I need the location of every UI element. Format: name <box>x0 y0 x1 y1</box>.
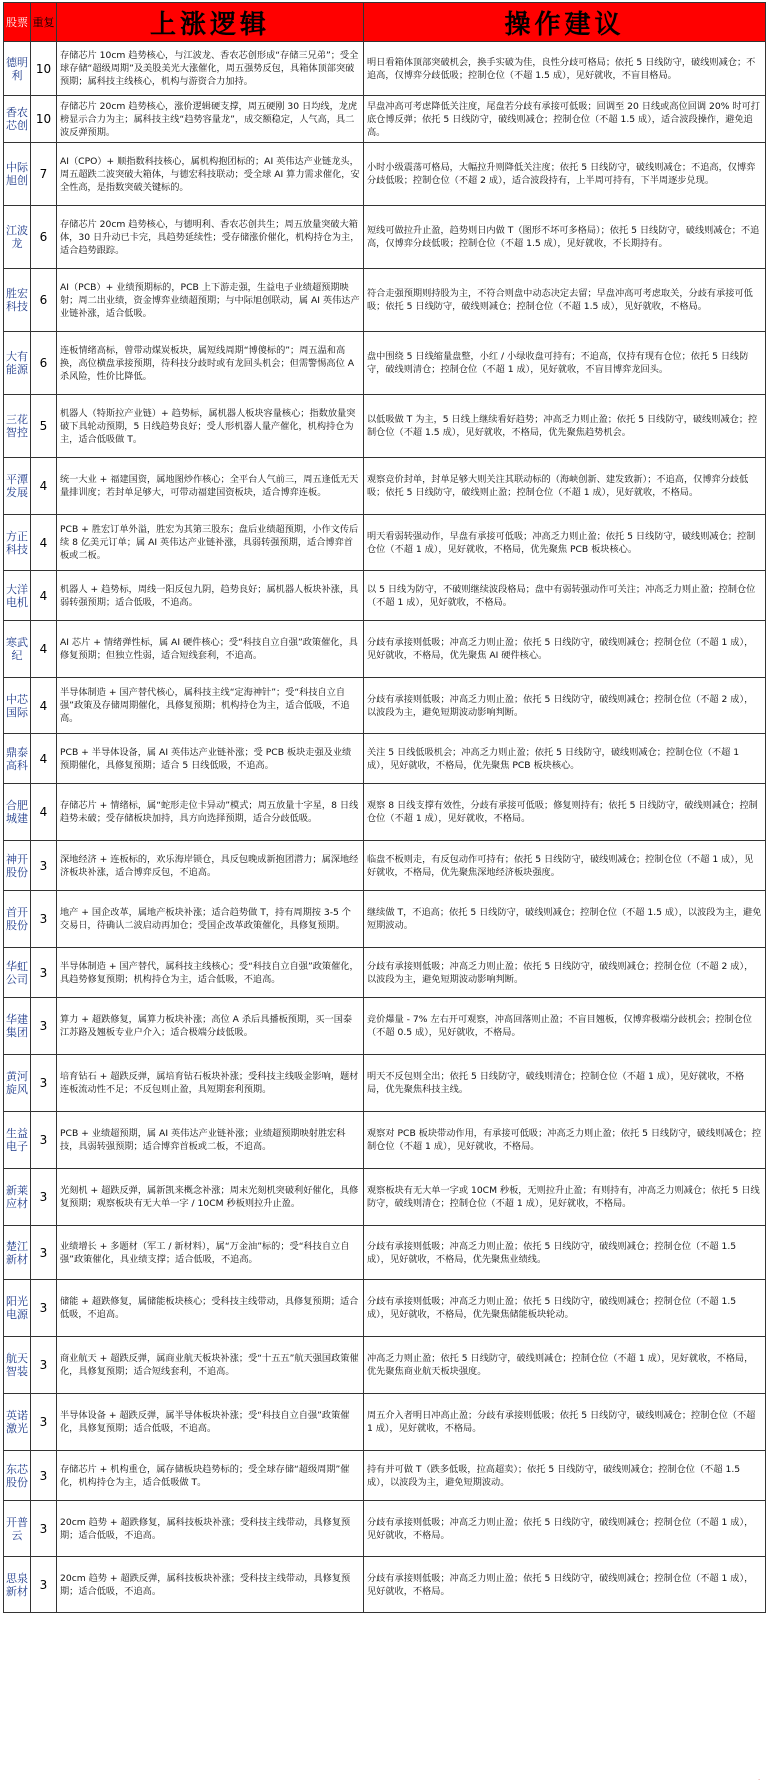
repeat-count: 3 <box>31 1112 57 1169</box>
operation-advice: 分歧有承接则低吸；冲高乏力则止盈；依托 5 日线防守，破线则减仓；控制仓位（不超 1 成），见好就收，不格局。 <box>364 1557 766 1613</box>
repeat-count: 7 <box>31 143 57 206</box>
operation-advice: 短线可做拉升止盈，趋势则日内做 T（图形不坏可多格局）；依托 5 日线防守，破线则减仓；不追高，仅博弈分歧低吸；控制仓位（不超 1.5 成），见好就收，不长期持有。 <box>364 206 766 269</box>
table-row <box>4 1394 766 1451</box>
stock-name: 神开股份 <box>4 841 31 891</box>
table-row <box>4 1169 766 1226</box>
stock-name: 英诺激光 <box>4 1394 31 1451</box>
table-header-row <box>4 3 766 42</box>
repeat-count: 3 <box>31 948 57 998</box>
repeat-count: 3 <box>31 1337 57 1394</box>
repeat-count: 4 <box>31 621 57 678</box>
stock-name: 德明利 <box>4 42 31 96</box>
table-row <box>4 1337 766 1394</box>
rise-logic: 20cm 趋势 + 超跌修复，属科技板块补涨；受科技主线带动，具修复预期；适合低吸，不追高。 <box>57 1501 364 1557</box>
table-row <box>4 678 766 734</box>
repeat-count: 5 <box>31 395 57 458</box>
repeat-count: 3 <box>31 1280 57 1337</box>
rise-logic: 半导体制造 + 国产替代核心，属科技主线“定海神针”；受“科技自立自强”政策及存储周期催化，具修复预期；机构持仓为主，适合低吸，不追高。 <box>57 678 364 734</box>
rise-logic: 业绩增长 + 多题材（军工 / 新材料），属“万金油”标的；受“科技自立自强”政策催化，具业绩支撑；适合低吸，不追高。 <box>57 1226 364 1280</box>
table-row <box>4 571 766 621</box>
rise-logic: 深地经济 + 连板标的，欢乐海岸锁仓，具反包晚成新抱团潜力；属深地经济板块补涨，适合博弈反包，不追高。 <box>57 841 364 891</box>
repeat-count: 6 <box>31 332 57 395</box>
rise-logic: 光刻机 + 超跌反弹，属新凯来概念补涨；周末光刻机突破利好催化，具修复预期；观察板块有无大单一字 / 10CM 秒板则拉升止盈。 <box>57 1169 364 1226</box>
rise-logic: PCB + 业绩超预期，属 AI 英伟达产业链补涨；业绩超预期映射胜宏科技，具弱转强预期；适合博弈首板或二板，不追高。 <box>57 1112 364 1169</box>
repeat-count: 4 <box>31 678 57 734</box>
header-repeat: 重复 <box>31 3 57 42</box>
repeat-count: 3 <box>31 1169 57 1226</box>
table-row <box>4 395 766 458</box>
operation-advice: 观察板块有无大单一字或 10CM 秒板，无则拉升止盈；有则持有，冲高乏力则减仓；依托 5 日线防守，破线则清仓；控制仓位（不超 1 成），见好就收，不格局。 <box>364 1169 766 1226</box>
operation-advice: 临盘不板则走，有反包动作可持有；依托 5 日线防守，破线则减仓；控制仓位（不超 1 成），见好就收，不格局，优先聚焦深地经济板块强度。 <box>364 841 766 891</box>
repeat-count: 3 <box>31 1394 57 1451</box>
stock-name: 鼎泰高科 <box>4 734 31 784</box>
table-row <box>4 998 766 1055</box>
rise-logic: 算力 + 超跌修复，属算力板块补涨；高位 A 杀后具播板预期，买一国泰江苏路及翘板专业户介入；适合极端分歧低吸。 <box>57 998 364 1055</box>
table-row <box>4 143 766 206</box>
operation-advice: 明天看弱转强动作，早盘有承接可低吸；冲高乏力则止盈；依托 5 日线防守，破线则减仓；控制仓位（不超 1 成），见好就收，不格局，优先聚焦 PCB 板块核心。 <box>364 515 766 571</box>
rise-logic: AI（CPO）+ 顺指数科技核心，属机构抱团标的；AI 英伟达产业链龙头，周五超跌二波突破大箱体，与德宏科技联动；受全球 AI 算力需求催化，安全性高，是指数突破关键标的。 <box>57 143 364 206</box>
operation-advice: 符合走强预期则持股为主，不符合则盘中动态决定去留；早盘冲高可考虑取关，分歧有承接可低吸；依托 5 日线防守，破线则减仓；控制仓位（不超 1.5 成），见好就收，不格局。 <box>364 269 766 332</box>
stock-name: 合肥城建 <box>4 784 31 841</box>
table-row <box>4 1501 766 1557</box>
operation-advice: 冲高乏力则止盈；依托 5 日线防守，破线则减仓；控制仓位（不超 1 成），见好就收，不格局，优先聚焦商业航天板块强度。 <box>364 1337 766 1394</box>
stock-name: 生益电子 <box>4 1112 31 1169</box>
table-row <box>4 1112 766 1169</box>
table-row <box>4 1055 766 1112</box>
operation-advice: 以低吸做 T 为主，5 日线上继续看好趋势；冲高乏力则止盈；依托 5 日线防守，破线则减仓；控制仓位（不超 1.5 成），见好就收，不格局，优先聚焦趋势机会。 <box>364 395 766 458</box>
stock-name: 首开股份 <box>4 891 31 948</box>
stock-name: 思泉新材 <box>4 1557 31 1613</box>
stock-name: 胜宏科技 <box>4 269 31 332</box>
rise-logic: 连板情绪高标，曾带动煤炭板块，属短线周期“博傻标的”；周五温和高换，高位横盘承接预期，待科技分歧时或有龙回头机会；但需警惕高位 A 杀风险，性价比降低。 <box>57 332 364 395</box>
stock-name: 黄河旋风 <box>4 1055 31 1112</box>
table-row <box>4 784 766 841</box>
operation-advice: 分歧有承接则低吸；冲高乏力则止盈；依托 5 日线防守，破线则减仓；控制仓位（不超 2 成），以波段为主，避免短期波动影响判断。 <box>364 678 766 734</box>
stock-name: 华建集团 <box>4 998 31 1055</box>
repeat-count: 3 <box>31 1055 57 1112</box>
repeat-count: 3 <box>31 1557 57 1613</box>
header-logic: 上涨逻辑 <box>57 3 364 42</box>
stock-name: 方正科技 <box>4 515 31 571</box>
table-row <box>4 1451 766 1501</box>
stock-name: 江波龙 <box>4 206 31 269</box>
repeat-count: 4 <box>31 734 57 784</box>
operation-advice: 观察竞价封单，封单足够大则关注其联动标的（海峡创新、建发致新）；不追高，仅博弈分歧低吸；依托 5 日线防守，破线则止盈；控制仓位（不超 1 成），见好就收，不格局。 <box>364 458 766 515</box>
stock-name: 东芯股份 <box>4 1451 31 1501</box>
rise-logic: 半导体设备 + 超跌反弹，属半导体板块补涨；受“科技自立自强”政策催化，具修复预期；适合低吸，不追高。 <box>57 1394 364 1451</box>
rise-logic: 存储芯片 + 机构重仓，属存储板块趋势标的；受全球存储“超级周期”催化，机构持仓为主，适合低吸做 T。 <box>57 1451 364 1501</box>
repeat-count: 10 <box>31 42 57 96</box>
rise-logic: 存储芯片 + 情绪标，属“蛇形走位卡异动”模式；周五放量十字星，8 日线趋势未破；受存储板块加持，具方向选择预期，适合分歧低吸。 <box>57 784 364 841</box>
table-row <box>4 1226 766 1280</box>
table-row <box>4 332 766 395</box>
stock-name: 新莱应材 <box>4 1169 31 1226</box>
table-row <box>4 948 766 998</box>
repeat-count: 3 <box>31 841 57 891</box>
stock-name: 中际旭创 <box>4 143 31 206</box>
rise-logic: 储能 + 超跌修复，属储能板块核心；受科技主线带动，具修复预期；适合低吸，不追高。 <box>57 1280 364 1337</box>
repeat-count: 4 <box>31 571 57 621</box>
repeat-count: 6 <box>31 206 57 269</box>
rise-logic: AI 芯片 + 情绪弹性标，属 AI 硬件核心；受“科技自立自强”政策催化，具修复预期；但独立性弱，适合短线套利，不追高。 <box>57 621 364 678</box>
operation-advice: 观察 8 日线支撑有效性，分歧有承接可低吸；修复则持有；依托 5 日线防守，破线则减仓；控制仓位（不超 1 成），见好就收，不格局。 <box>364 784 766 841</box>
table-row <box>4 96 766 143</box>
stock-name: 阳光电源 <box>4 1280 31 1337</box>
rise-logic: 机器人 + 趋势标，周线一阳反包九阴，趋势良好；属机器人板块补涨，具弱转强预期；适合低吸，不追高。 <box>57 571 364 621</box>
rise-logic: PCB + 胜宏订单外溢，胜宏为其第三股东；盘后业绩超预期，小作文传后续 8 亿美元订单；属 AI 英伟达产业链补涨，具弱转强预期，适合博弈首板或二板。 <box>57 515 364 571</box>
rise-logic: 机器人（特斯拉产业链）+ 趋势标，属机器人板块容量核心；指数放量突破下具轮动预期，5 日线趋势良好；受人形机器人量产催化，机构持仓为主，适合低吸做 T。 <box>57 395 364 458</box>
table-body <box>4 42 766 1613</box>
operation-advice: 竞价爆量 - 7% 左右开可观察，冲高回落则止盈；不盲目翘板，仅博弈极端分歧机会；控制仓位（不超 0.5 成），见好就收，不格局。 <box>364 998 766 1055</box>
repeat-count: 4 <box>31 458 57 515</box>
table-row <box>4 206 766 269</box>
operation-advice: 早盘冲高可考虑降低关注度，尾盘若分歧有承接可低吸；回调至 20 日线或高位回调 20% 时可打底仓博反弹；依托 5 日线防守，破线则减仓；控制仓位（不超 1.5 成），适合波段操作，避免追高。 <box>364 96 766 143</box>
repeat-count: 3 <box>31 1501 57 1557</box>
operation-advice: 分歧有承接则低吸；冲高乏力则止盈；依托 5 日线防守，破线则减仓；控制仓位（不超 1.5 成），见好就收，不格局，优先聚焦储能板块轮动。 <box>364 1280 766 1337</box>
repeat-count: 3 <box>31 1451 57 1501</box>
operation-advice: 分歧有承接则低吸；冲高乏力则止盈；依托 5 日线防守，破线则减仓；控制仓位（不超 1 成），见好就收，不格局。 <box>364 1501 766 1557</box>
stock-name: 华虹公司 <box>4 948 31 998</box>
stock-name: 寒武纪 <box>4 621 31 678</box>
rise-logic: PCB + 半导体设备，属 AI 英伟达产业链补涨；受 PCB 板块走强及业绩预期催化，具修复预期；适合 5 日线低吸，不追高。 <box>57 734 364 784</box>
rise-logic: 存储芯片 10cm 趋势核心，与江波龙、香农芯创形成“存储三兄弟”；受全球存储“超级周期”及美股美光大涨催化，周五强势反包，具箱体顶部突破预期；属科技主线核心，机构与游资合力加持。 <box>57 42 364 96</box>
stock-name: 大有能源 <box>4 332 31 395</box>
rise-logic: 地产 + 国企改革，属地产板块补涨；适合趋势做 T，持有周期按 3-5 个交易日，待确认二波启动再加仓；受国企改革政策催化，具修复预期。 <box>57 891 364 948</box>
table-row <box>4 42 766 96</box>
operation-advice: 盘中围绕 5 日线缩量盘整，小红 / 小绿收盘可持有；不追高，仅持有现有仓位；依托 5 日线防守，破线则清仓；控制仓位（不超 1 成），见好就收，不盲目博弈龙回头。 <box>364 332 766 395</box>
stock-name: 楚江新材 <box>4 1226 31 1280</box>
repeat-count: 3 <box>31 1226 57 1280</box>
table-row <box>4 1557 766 1613</box>
stock-name: 航天智装 <box>4 1337 31 1394</box>
rise-logic: 统一大业 + 福建国资，属地图炒作核心；全平台人气前三，周五逢低无天量排训度；若封单足够大，可带动福建国资板块，适合博弈连板。 <box>57 458 364 515</box>
watermark-mark: · <box>758 1777 760 1784</box>
header-stock: 股票 <box>4 3 31 42</box>
table-row <box>4 515 766 571</box>
operation-advice: 明天不反包则全出；依托 5 日线防守，破线则清仓；控制仓位（不超 1 成），见好就收，不格局，优先聚焦科技主线。 <box>364 1055 766 1112</box>
operation-advice: 周五介入者明日冲高止盈；分歧有承接则低吸；依托 5 日线防守，破线则减仓；控制仓位（不超 1 成），见好就收，不格局。 <box>364 1394 766 1451</box>
table-row <box>4 269 766 332</box>
operation-advice: 关注 5 日线低吸机会；冲高乏力则止盈；依托 5 日线防守，破线则减仓；控制仓位（不超 1 成），见好就收，不格局，优先聚焦 PCB 板块核心。 <box>364 734 766 784</box>
repeat-count: 4 <box>31 784 57 841</box>
table-row <box>4 1280 766 1337</box>
operation-advice: 以 5 日线为防守，不破则继续波段格局；盘中有弱转强动作可关注；冲高乏力则止盈；控制仓位（不超 1 成），见好就收，不格局。 <box>364 571 766 621</box>
stock-name: 开普云 <box>4 1501 31 1557</box>
rise-logic: 存储芯片 20cm 趋势核心，涨价逻辑硬支撑，周五硬刚 30 日均线，龙虎榜显示合力为主；属科技主线“趋势容量龙”，成交额稳定，人气高，具二波反弹预期。 <box>57 96 364 143</box>
table-row <box>4 621 766 678</box>
repeat-count: 3 <box>31 891 57 948</box>
stock-name: 香农芯创 <box>4 96 31 143</box>
stock-name: 大洋电机 <box>4 571 31 621</box>
repeat-count: 6 <box>31 269 57 332</box>
operation-advice: 分歧有承接则低吸；冲高乏力则止盈；依托 5 日线防守，破线则减仓；控制仓位（不超 1 成），见好就收，不格局，优先聚焦 AI 硬件核心。 <box>364 621 766 678</box>
table-row <box>4 841 766 891</box>
rise-logic: 半导体制造 + 国产替代，属科技主线核心；受“科技自立自强”政策催化，具趋势修复预期；机构持仓为主，适合低吸，不追高。 <box>57 948 364 998</box>
rise-logic: 商业航天 + 超跌反弹，属商业航天板块补涨；受“十五五”航天强国政策催化，具修复预期；适合短线套利，不追高。 <box>57 1337 364 1394</box>
operation-advice: 明日看箱体顶部突破机会，换手实破为佳，良性分歧可格局；依托 5 日线防守，破线则减仓；不追高，仅博弈分歧低吸；控制仓位（不超 1.5 成），见好就收，不盲目格局。 <box>364 42 766 96</box>
repeat-count: 3 <box>31 998 57 1055</box>
stock-advice-table <box>3 2 766 1613</box>
rise-logic: AI（PCB）+ 业绩预期标的，PCB 上下游走强，生益电子业绩超预期映射；周二出业绩，资金博弈业绩超预期；与中际旭创联动，属 AI 英伟达产业链补涨，适合低吸。 <box>57 269 364 332</box>
stock-name: 平潭发展 <box>4 458 31 515</box>
table-row <box>4 891 766 948</box>
operation-advice: 观察对 PCB 板块带动作用，有承接可低吸；冲高乏力则止盈；依托 5 日线防守，破线则减仓；控制仓位（不超 1 成），见好就收，不格局。 <box>364 1112 766 1169</box>
repeat-count: 10 <box>31 96 57 143</box>
rise-logic: 培育钻石 + 超跌反弹，属培育钻石板块补涨；受科技主线吸金影响，题材连板流动性不足；不反包则止盈，具短期套利预期。 <box>57 1055 364 1112</box>
operation-advice: 持有并可做 T（跌多低吸，拉高超卖）；依托 5 日线防守，破线则减仓；控制仓位（不超 1.5 成），以波段为主，避免短期波动。 <box>364 1451 766 1501</box>
table-row <box>4 734 766 784</box>
operation-advice: 分歧有承接则低吸；冲高乏力则止盈；依托 5 日线防守，破线则减仓；控制仓位（不超 2 成），以波段为主，避免短期波动影响判断。 <box>364 948 766 998</box>
stock-name: 三花智控 <box>4 395 31 458</box>
table-row <box>4 458 766 515</box>
repeat-count: 4 <box>31 515 57 571</box>
operation-advice: 分歧有承接则低吸；冲高乏力则止盈；依托 5 日线防守，破线则减仓；控制仓位（不超 1.5 成），见好就收，不格局，优先聚焦业绩线。 <box>364 1226 766 1280</box>
operation-advice: 小时小级震荡可格局，大幅拉升则降低关注度；依托 5 日线防守，破线则减仓；不追高，仅博弈分歧低吸；控制仓位（不超 2 成），适合波段持有，上半周可持有，下半周逐步兑现。 <box>364 143 766 206</box>
header-advice: 操作建议 <box>364 3 766 42</box>
stock-name: 中芯国际 <box>4 678 31 734</box>
rise-logic: 存储芯片 20cm 趋势核心，与德明利、香农芯创共生；周五放量突破大箱体，30 日升动已卡完，具趋势延续性；受存储涨价催化，机构持仓为主，适合趋势跟踪。 <box>57 206 364 269</box>
rise-logic: 20cm 趋势 + 超跌反弹，属科技板块补涨；受科技主线带动，具修复预期；适合低吸，不追高。 <box>57 1557 364 1613</box>
operation-advice: 继续做 T，不追高；依托 5 日线防守，破线则减仓；控制仓位（不超 1.5 成），以波段为主，避免短期波动。 <box>364 891 766 948</box>
